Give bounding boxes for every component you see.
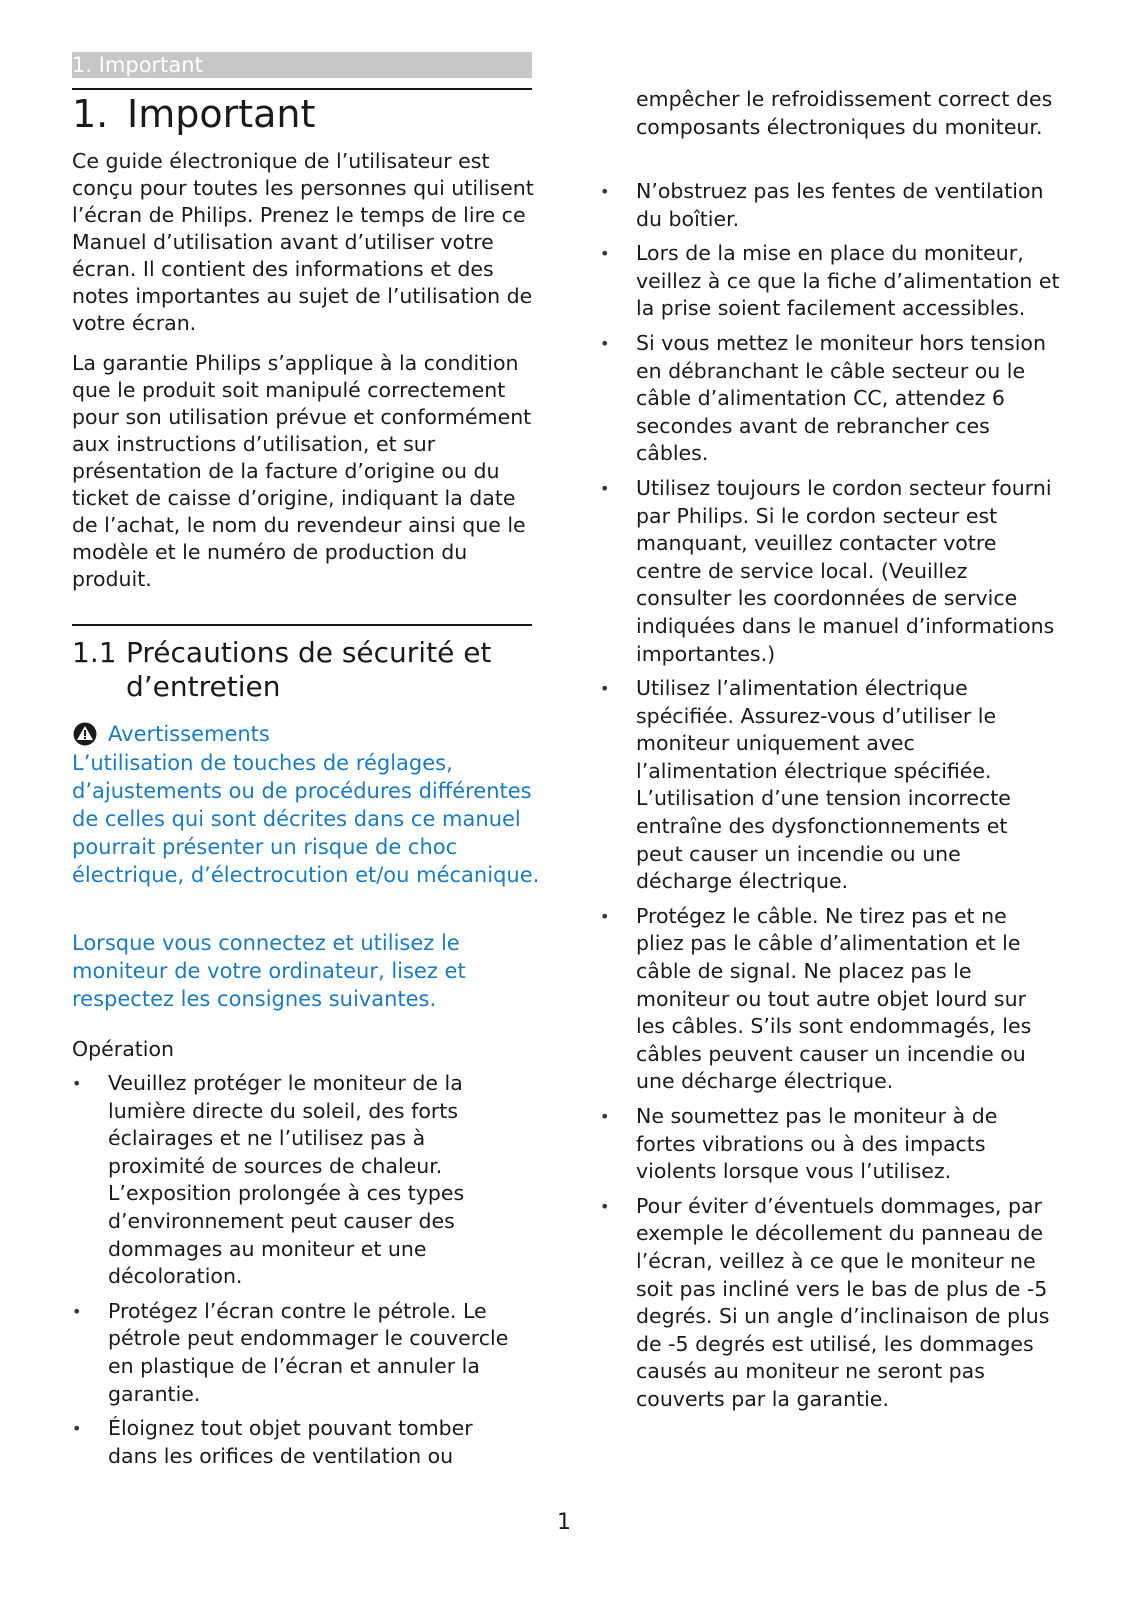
page-title	[72, 90, 315, 138]
bullet-glyph: •	[600, 1107, 610, 1126]
list-item-text: Éloignez tout objet pouvant tomber dans les orifices de ventilation ou	[108, 1416, 473, 1468]
page-number: 1	[557, 1510, 571, 1535]
list-item-text: Pour éviter d’éventuels dommages, par exemple le décollement du panneau de l’écran, veillez à ce que le moniteur ne soit pas incliné vers le bas de plus de -5 degrés. Si un angle d’inclinaison de plus de -5 degrés est utilisé, les dommages causés au moniteur ne seront pas couverts par la garantie.	[636, 1193, 1050, 1411]
heading2-rule	[72, 624, 532, 626]
list-item	[600, 178, 1060, 233]
list-item	[600, 475, 1060, 668]
list-item	[600, 1193, 1060, 1414]
list-item	[600, 330, 1060, 468]
page-title-text: Important	[127, 92, 316, 136]
warning-paragraph-1: L’utilisation de touches de réglages, d’ajustements ou de procédures différentes de celles qui sont décrites dans ce manuel pourrait présenter un risque de choc électrique, d’électrocution et/ou mécanique.	[72, 751, 540, 887]
page-title-number: 1.	[72, 92, 109, 136]
section-heading	[72, 636, 506, 704]
running-header-text: 1. Important	[72, 53, 203, 77]
list-item-text: Protégez l’écran contre le pétrole. Le pétrole peut endommager le couvercle en plastique de l’écran et annuler la garantie.	[108, 1298, 509, 1406]
list-item-text: Ne soumettez pas le moniteur à de fortes vibrations ou à des impacts violents lorsque vous l’utilisez.	[636, 1104, 998, 1184]
list-item	[600, 903, 1060, 1096]
bullet-glyph: •	[72, 1301, 82, 1321]
right-continuation-paragraph: empêcher le refroidissement correct des composants électroniques du moniteur.	[636, 87, 1053, 139]
list-item	[72, 1298, 524, 1408]
list-item	[600, 240, 1060, 323]
bullet-glyph: •	[600, 244, 610, 264]
bullet-glyph: •	[600, 1196, 610, 1216]
list-item	[72, 1070, 524, 1291]
list-item	[600, 1103, 1060, 1186]
warning-title: Avertissements	[108, 722, 270, 746]
list-item-text: Protégez le câble. Ne tirez pas et ne pliez pas le câble d’alimentation et le câble de signal. Ne placez pas le moniteur ou tout autre objet lourd sur les câbles. S’ils sont endommagés, les câbles peuvent causer un incendie ou une décharge électrique.	[636, 903, 1032, 1094]
right-bullet-list	[600, 178, 1060, 1421]
bullet-glyph: •	[72, 1419, 82, 1439]
warning-heading	[72, 720, 270, 748]
list-item-text: Si vous mettez le moniteur hors tension en débranchant le câble secteur ou le câble d’alimentation CC, attendez 6 secondes avant de rebrancher ces câbles.	[636, 330, 1046, 466]
list-item-text: Veuillez protéger le moniteur de la lumière directe du soleil, des forts éclairages et ne l’utilisez pas à proximité de sources de chaleur. L’exposition prolongée à ces types d’environnement peut causer des dommages au moniteur et une décoloration.	[108, 1071, 465, 1289]
bullet-glyph: •	[72, 1074, 82, 1093]
bullet-glyph: •	[600, 333, 610, 353]
section-title: Précautions de sécurité et d’entretien	[126, 636, 492, 703]
list-item-text: Utilisez toujours le cordon secteur fourni par Philips. Si le cordon secteur est manquant, veuillez contacter votre centre de service local. (Veuillez consulter les coordonnées de service indiquées dans le manuel d’informations importantes.)	[636, 475, 1055, 666]
section-number: 1.1	[72, 636, 117, 669]
running-header	[72, 52, 532, 78]
intro-paragraph-1: Ce guide électronique de l’utilisateur est conçu pour toutes les personnes qui utilisent l’écran de Philips. Prenez le temps de lire ce Manuel d’utilisation avant d’utiliser votre écran. Il contient des informations et des notes importantes au sujet de l’utilisation de votre écran.	[72, 149, 534, 335]
intro-paragraph-2: La garantie Philips s’applique à la condition que le produit soit manipulé correctement pour son utilisation prévue et conformément aux instructions d’utilisation, et sur présentation de la facture d’origine ou du ticket de caisse d’origine, indiquant la date de l’achat, le nom du revendeur ainsi que le modèle et le numéro de production du produit.	[72, 351, 532, 591]
bullet-glyph: •	[600, 906, 610, 926]
list-item-text: Lors de la mise en place du moniteur, veillez à ce que la fiche d’alimentation et la prise soient facilement accessibles.	[636, 241, 1060, 321]
bullet-glyph: •	[600, 478, 610, 498]
bullet-glyph: •	[600, 182, 610, 201]
list-item	[72, 1415, 524, 1470]
operation-subheading: Opération	[72, 1037, 175, 1061]
warning-triangle-icon	[72, 722, 98, 746]
list-item-text: Utilisez l’alimentation électrique spécifiée. Assurez-vous d’utiliser le moniteur uniquement avec l’alimentation électrique spécifiée. L’utilisation d’une tension incorrecte entraîne des dysfonctionnements et peut causer un incendie ou une décharge électrique.	[636, 676, 1011, 894]
list-item	[600, 675, 1060, 896]
warning-paragraph-2: Lorsque vous connectez et utilisez le moniteur de votre ordinateur, lisez et respectez les consignes suivantes.	[72, 931, 466, 1011]
left-bullet-list	[72, 1070, 524, 1477]
list-item-text: N’obstruez pas les fentes de ventilation du boîtier.	[636, 179, 1044, 231]
bullet-glyph: •	[600, 679, 610, 699]
